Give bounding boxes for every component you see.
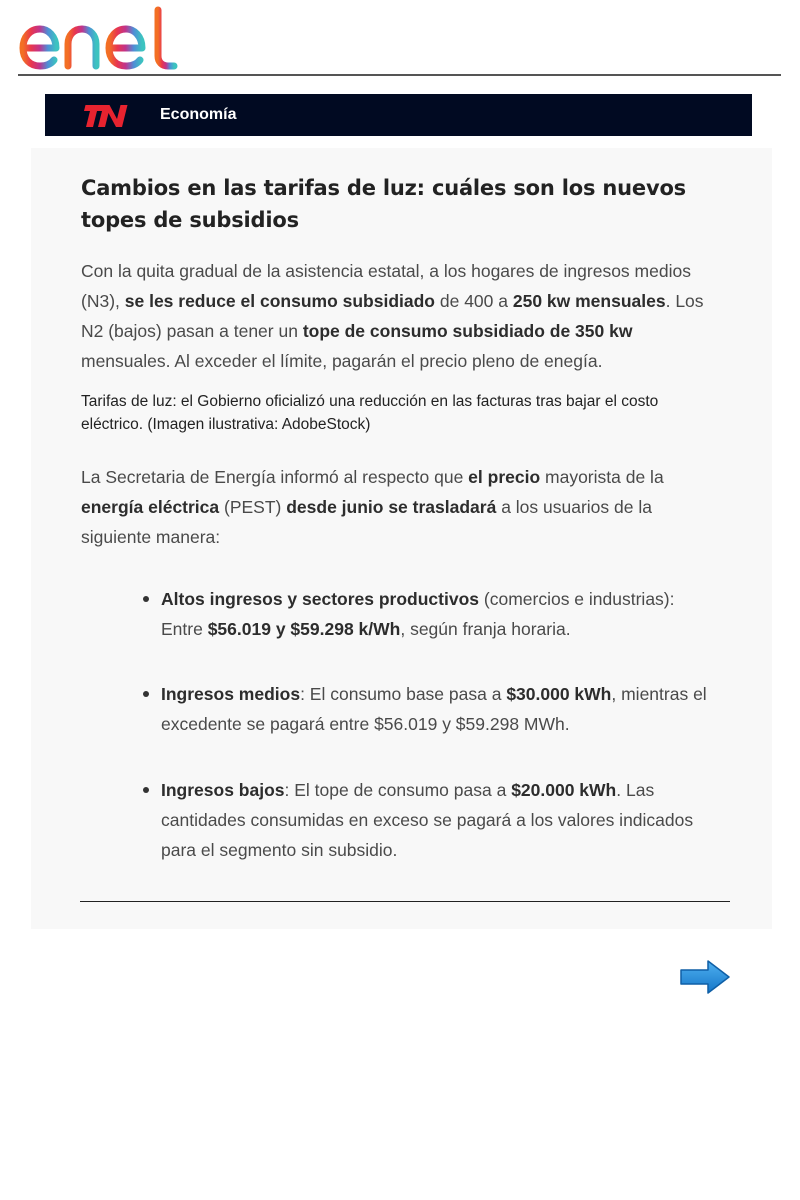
- emphasis-text: $30.000 kWh: [506, 684, 612, 704]
- body-text: . Los N2 (bajos) pasan a tener un: [81, 291, 704, 341]
- list-item-text: [161, 589, 675, 639]
- article-intro: [81, 256, 721, 376]
- bullet-icon: [143, 596, 149, 602]
- section-label: Economía: [160, 106, 237, 123]
- body-text: : El tope de consumo pasa a: [284, 780, 512, 800]
- body-text: , mientras el excedente se pagará entre $56.019 y $59.298 MWh.: [161, 684, 707, 734]
- emphasis-text: 250 kw mensuales: [512, 291, 666, 311]
- emphasis-text: el precio: [468, 467, 541, 487]
- emphasis-text: se les reduce el consumo subsidiado: [124, 291, 435, 311]
- right-arrow-icon[interactable]: [678, 958, 732, 996]
- list-item: [161, 679, 721, 739]
- emphasis-text: tope de consumo subsidiado de 350 kw: [302, 321, 633, 341]
- emphasis-text: $20.000 kWh: [511, 780, 617, 800]
- header-divider: [18, 74, 781, 76]
- list-item-text: [161, 684, 707, 734]
- body-text: . Las cantidades consumidas en exceso se pagará a los valores indicados para el segmento sin subsidio.: [161, 780, 694, 860]
- emphasis-text: $56.019 y $59.298 k/Wh: [207, 619, 401, 639]
- bullet-icon: [143, 787, 149, 793]
- body-text: mayorista de la: [540, 467, 664, 487]
- emphasis-text: energía eléctrica: [81, 497, 220, 517]
- tn-logo-icon: [78, 103, 130, 129]
- list-item-text: [161, 780, 693, 860]
- emphasis-text: Ingresos medios: [161, 684, 301, 704]
- body-text: (comercios e industrias): Entre: [161, 589, 675, 639]
- article-divider: [80, 901, 730, 902]
- emphasis-text: desde junio se trasladará: [286, 497, 497, 517]
- body-text: : El consumo base pasa a: [300, 684, 507, 704]
- list-item: [161, 584, 721, 644]
- emphasis-text: Altos ingresos y sectores productivos: [161, 589, 480, 609]
- price-list: [161, 584, 721, 865]
- body-text: de 400 a: [435, 291, 513, 311]
- article-body: [81, 462, 721, 552]
- body-text: Con la quita gradual de la asistencia estatal, a los hogares de ingresos medios (N3),: [81, 261, 691, 311]
- body-text: a los usuarios de la siguiente manera:: [81, 497, 652, 547]
- body-text: mensuales. Al exceder el límite, pagarán el precio pleno de enegía.: [81, 351, 603, 371]
- body-text: (PEST): [219, 497, 287, 517]
- article-headline: Cambios en las tarifas de luz: cuáles son los nuevos topes de subsidios: [81, 176, 686, 232]
- body-text: La Secretaria de Energía informó al respecto que: [81, 467, 469, 487]
- emphasis-text: Ingresos bajos: [161, 780, 285, 800]
- enel-logo: [18, 4, 190, 70]
- image-caption: Tarifas de luz: el Gobierno oficializó una reducción en las facturas tras bajar el costo eléctrico. (Imagen ilustrativa: AdobeStock): [81, 393, 659, 433]
- body-text: , según franja horaria.: [400, 619, 571, 639]
- news-source-bar: [45, 94, 752, 136]
- list-item: [161, 775, 721, 865]
- bullet-icon: [143, 691, 149, 697]
- article-card: [31, 148, 772, 929]
